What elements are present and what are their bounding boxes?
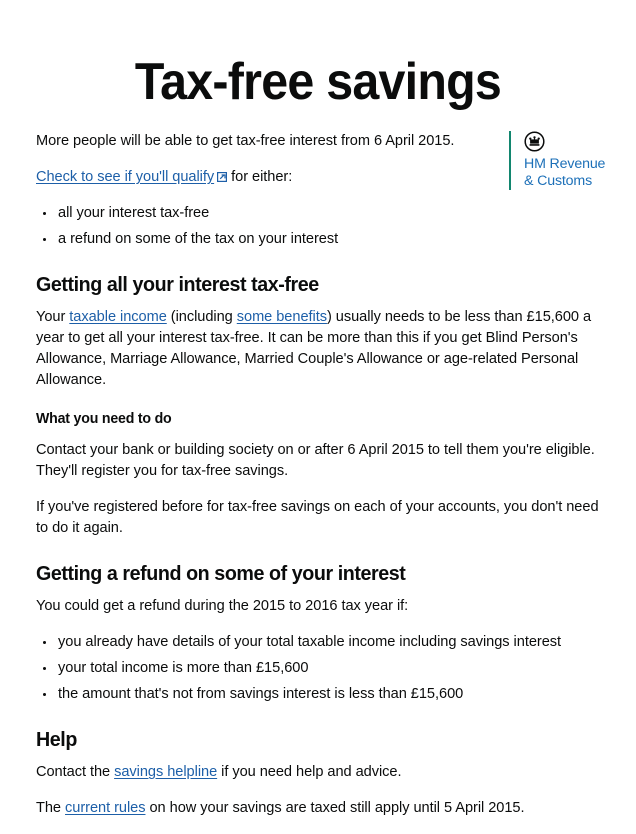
- heading-help: Help: [36, 728, 77, 751]
- list-item: you already have details of your total taxable income including savings interest: [36, 632, 614, 653]
- paragraph-text-part: ) usually needs to be less than £15,600 a year to get all your interest tax-free. It can be more than this if you get Blind Person's Allowance, Marriage Allowance, Married Couple's Allowance or age-related Personal Allowance.: [36, 309, 592, 388]
- taxable-income-paragraph: [36, 307, 614, 391]
- external-link-icon: [217, 172, 227, 182]
- qualify-paragraph: [36, 167, 506, 188]
- hmrc-name-line-2: & Customs: [524, 173, 593, 189]
- heading-getting-all-interest: Getting all your interest tax-free: [36, 273, 319, 296]
- hmrc-name-line-1: HM Revenue: [524, 156, 606, 172]
- paragraph-text-part: Your: [36, 309, 70, 325]
- refund-bullet-list: [36, 632, 614, 705]
- list-item: the amount that's not from savings interest is less than £15,600: [36, 684, 614, 705]
- page-title: Tax-free savings: [134, 52, 502, 111]
- list-item: all your interest tax-free: [36, 203, 614, 224]
- intro-paragraph: More people will be able to get tax-free interest from 6 April 2015.: [36, 133, 455, 149]
- main-content: [36, 131, 614, 834]
- current-rules-link[interactable]: current rules: [65, 800, 146, 816]
- already-registered-paragraph: If you've registered before for tax-free savings on each of your accounts, you don't need to do it again.: [36, 499, 599, 536]
- paragraph-text-part: Contact the: [36, 764, 115, 780]
- check-qualify-link[interactable]: Check to see if you'll qualify: [36, 169, 215, 185]
- intro-bullet-list: [36, 203, 614, 250]
- paragraph-text-part: on how your savings are taxed still apply until 5 April 2015.: [145, 800, 525, 816]
- list-item: a refund on some of the tax on your interest: [36, 229, 614, 250]
- list-item: your total income is more than £15,600: [36, 658, 614, 679]
- helpline-paragraph: [36, 762, 614, 783]
- some-benefits-link[interactable]: some benefits: [236, 309, 327, 325]
- subheading-what-you-need-to-do: What you need to do: [36, 411, 172, 427]
- refund-intro-paragraph: You could get a refund during the 2015 to 2016 tax year if:: [36, 598, 409, 614]
- contact-bank-paragraph: Contact your bank or building society on or after 6 April 2015 to tell them you're eligible. They'll register you for tax-free savings.: [36, 442, 595, 479]
- paragraph-text-part: The: [36, 800, 66, 816]
- savings-helpline-link[interactable]: savings helpline: [114, 764, 218, 780]
- taxable-income-link[interactable]: taxable income: [69, 309, 167, 325]
- paragraph-text-part: if you need help and advice.: [217, 764, 402, 780]
- paragraph-text-part: (including: [166, 309, 237, 325]
- qualify-trailing-text: for either:: [227, 169, 293, 185]
- heading-getting-refund: Getting a refund on some of your interest: [36, 562, 406, 585]
